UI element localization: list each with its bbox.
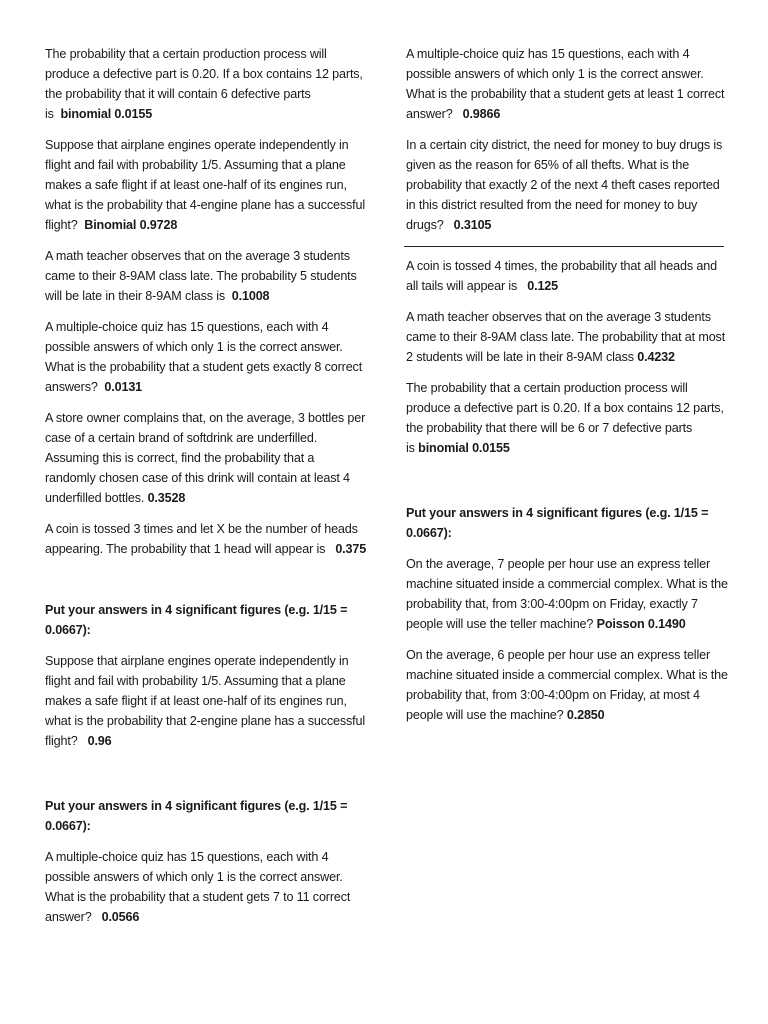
question-paragraph: [45, 44, 367, 124]
answer-text: 0.0566: [101, 910, 140, 924]
instruction-heading: Put your answers in 4 significant figures (e.g. 1/15 = 0.0667):: [406, 506, 709, 540]
question-text: The probability that a certain production process will produce a defective part is 0.20. If a box contains 12 parts, the probability that there will be 6 or 7 defective parts is: [406, 381, 724, 455]
question-paragraph: [406, 135, 728, 235]
answer-text: 0.3528: [147, 491, 186, 505]
question-paragraph: [406, 256, 728, 296]
question-text: A multiple-choice quiz has 15 questions, each with 4 possible answers of which only 1 is the correct answer. What is the probability that a student gets at least 1 correct answer?: [406, 47, 725, 121]
instruction-heading: Put your answers in 4 significant figures (e.g. 1/15 = 0.0667):: [45, 799, 348, 833]
question-text: A math teacher observes that on the average 3 students came to their 8-9AM class late. The probability that at most 2 students will be late in their 8-9AM class: [406, 310, 726, 364]
left-column: [45, 44, 367, 938]
question-text: Suppose that airplane engines operate independently in flight and fail with probability 1/5. Assuming that a plane makes a safe flight if at least one-half of its engines run, what is the probability that 2-engine plane has a successful flight?: [45, 654, 366, 748]
answer-text: Poisson 0.1490: [596, 617, 686, 631]
answer-text: 0.2850: [566, 708, 605, 722]
question-text: On the average, 7 people per hour use an express teller machine situated inside a commercial complex. What is the probability that, from 3:00-4:00pm on Friday, exactly 7 people will use the teller machine?: [406, 557, 728, 631]
question-paragraph: [45, 651, 367, 751]
spacer: [406, 469, 728, 503]
answer-text: 0.96: [87, 734, 112, 748]
question-text: Suppose that airplane engines operate independently in flight and fail with probability 1/5. Assuming that a plane makes a safe flight if at least one-half of its engines run, what is the probability that 4-engine plane has a successful flight?: [45, 138, 366, 232]
question-text: On the average, 6 people per hour use an express teller machine situated inside a commercial complex. What is the probability that, from 3:00-4:00pm on Friday, at most 4 people will use the machine?: [406, 648, 728, 722]
answer-text: 0.4232: [637, 350, 675, 364]
question-paragraph: [45, 135, 367, 235]
answer-text: 0.1008: [231, 289, 270, 303]
question-paragraph: [406, 554, 728, 634]
question-paragraph: [45, 246, 367, 306]
question-paragraph: [406, 44, 728, 124]
answer-text: 0.375: [335, 542, 367, 556]
question-text: A coin is tossed 4 times, the probability that all heads and all tails will appear is: [406, 259, 717, 293]
horizontal-rule: [404, 246, 724, 247]
spacer: [45, 762, 367, 796]
question-paragraph: [45, 519, 367, 559]
question-paragraph: [406, 645, 728, 725]
question-paragraph: [45, 847, 367, 927]
question-text: A store owner complains that, on the average, 3 bottles per case of a certain brand of softdrink are underfilled. Assuming this is correct, find the probability that a randomly chosen case of this drink will contain at least 4 underfilled bottles.: [45, 411, 366, 505]
right-column: [406, 44, 728, 736]
question-paragraph: [406, 378, 728, 458]
question-paragraph: [45, 317, 367, 397]
answer-text: binomial 0.0155: [418, 441, 510, 455]
question-text: A multiple-choice quiz has 15 questions, each with 4 possible answers of which only 1 is the correct answer. What is the probability that a student gets 7 to 11 correct answer?: [45, 850, 351, 924]
question-paragraph: [406, 307, 728, 367]
answer-text: 0.3105: [453, 218, 492, 232]
answer-text: 0.0131: [104, 380, 143, 394]
answer-text: 0.9866: [462, 107, 501, 121]
question-text: A coin is tossed 3 times and let X be the number of heads appearing. The probability that 1 head will appear is: [45, 522, 358, 556]
question-paragraph: [45, 408, 367, 508]
answer-text: binomial 0.0155: [60, 107, 153, 121]
answer-text: Binomial 0.9728: [84, 218, 178, 232]
question-text: The probability that a certain production process will produce a defective part is 0.20. If a box contains 12 parts, the probability that it will contain 6 defective parts is: [45, 47, 363, 121]
question-text: A math teacher observes that on the average 3 students came to their 8-9AM class late. The probability 5 students will be late in their 8-9AM class is: [45, 249, 357, 303]
spacer: [45, 570, 367, 600]
question-text: In a certain city district, the need for money to buy drugs is given as the reason for 65% of all thefts. What is the probability that exactly 2 of the next 4 theft cases reported in this district resulted from the need for money to buy drugs?: [406, 138, 723, 232]
question-text: A multiple-choice quiz has 15 questions, each with 4 possible answers of which only 1 is the correct answer. What is the probability that a student gets exactly 8 correct answers?: [45, 320, 363, 394]
answer-text: 0.125: [527, 279, 559, 293]
instruction-heading: Put your answers in 4 significant figures (e.g. 1/15 = 0.0667):: [45, 603, 348, 637]
